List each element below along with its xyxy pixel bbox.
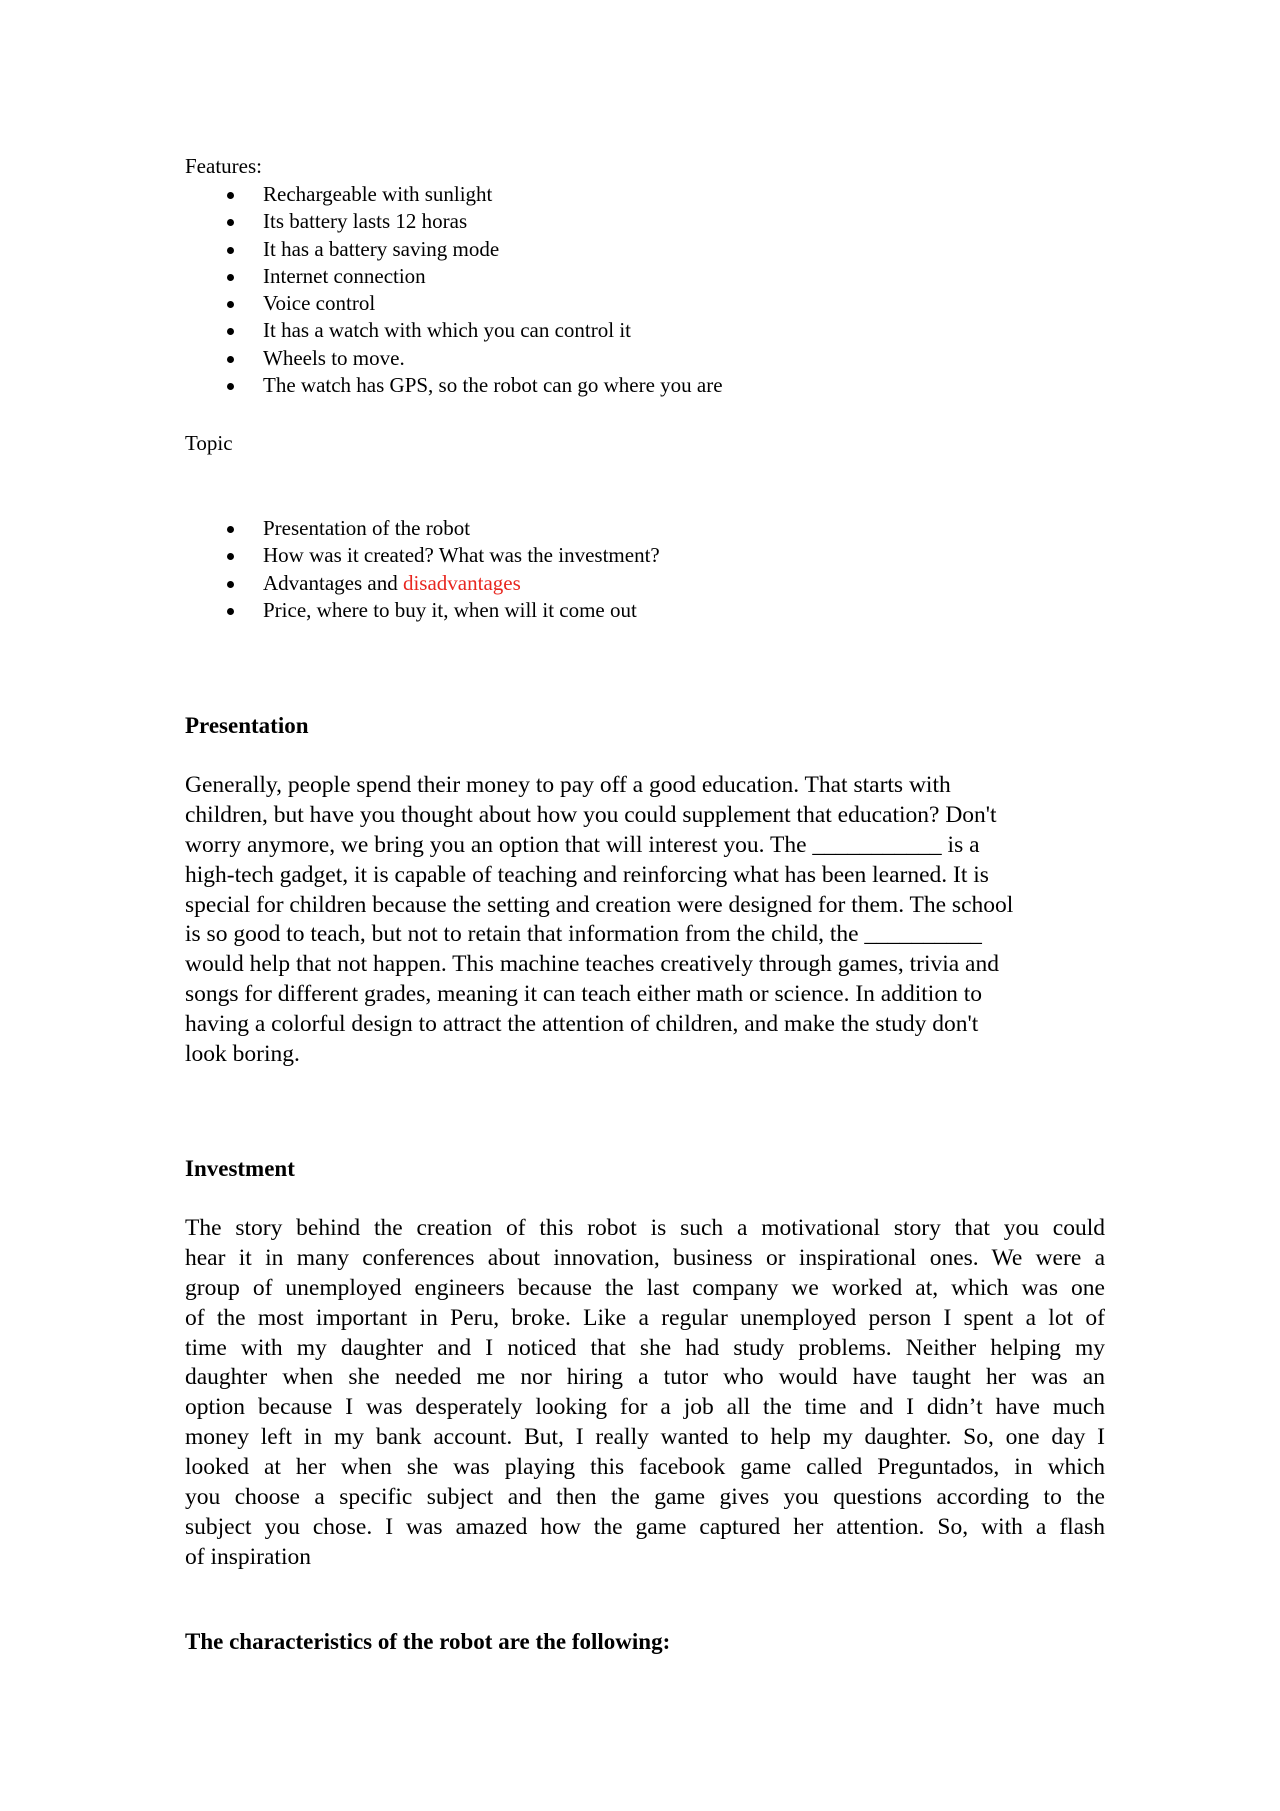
bullet-icon <box>227 581 234 588</box>
bullet-icon <box>227 553 234 560</box>
features-list <box>185 181 723 399</box>
text-line: hear it in many conferences about innovation, business or inspirational ones. We were a <box>185 1244 1105 1271</box>
list-item: The watch has GPS, so the robot can go where you are <box>185 372 723 399</box>
highlighted-text: disadvantages <box>402 570 521 595</box>
section-heading-presentation: Presentation <box>185 713 309 738</box>
section-heading-investment: Investment <box>185 1156 295 1181</box>
list-item: Wheels to move. <box>185 345 723 372</box>
bullet-icon <box>227 328 234 335</box>
text-line: is so good to teach, but not to retain that information from the child, the __________ <box>185 921 982 948</box>
text-line: looked at her when she was playing this facebook game called Preguntados, in which <box>185 1454 1105 1481</box>
bullet-icon <box>227 526 234 533</box>
list-item: Its battery lasts 12 horas <box>185 208 723 235</box>
text-line: Generally, people spend their money to pay off a good education. That starts with <box>185 772 951 798</box>
presentation-paragraph <box>185 771 1105 1070</box>
list-item: Internet connection <box>185 263 723 290</box>
list-item: Rechargeable with sunlight <box>185 181 723 208</box>
bullet-icon <box>227 274 234 281</box>
bullet-icon <box>227 192 234 199</box>
text-line: group of unemployed engineers because the last company we worked at, which was one <box>185 1274 1105 1301</box>
bullet-icon <box>227 301 234 308</box>
section-heading-characteristics: The characteristics of the robot are the following: <box>185 1629 671 1654</box>
text-line: you choose a specific subject and then the game gives you questions according to the <box>185 1484 1105 1511</box>
bullet-icon <box>227 608 234 615</box>
text-line: would help that not happen. This machine teaches creatively through games, trivia and <box>185 951 999 978</box>
text-line: option because I was desperately looking for a job all the time and I didn’t have much <box>185 1394 1105 1421</box>
list-item: Price, where to buy it, when will it come out <box>185 597 660 624</box>
topic-list <box>185 515 660 624</box>
bullet-icon <box>227 219 234 226</box>
text-line: daughter when she needed me nor hiring a tutor who would have taught her was an <box>185 1364 1105 1391</box>
text-line: money left in my bank account. But, I really wanted to help my daughter. So, one day I <box>185 1424 1105 1451</box>
text-line: songs for different grades, meaning it can teach either math or science. In addition to <box>185 981 982 1008</box>
bullet-icon <box>227 247 234 254</box>
list-item: Presentation of the robot <box>185 515 660 542</box>
list-item: It has a battery saving mode <box>185 236 723 263</box>
list-item: How was it created? What was the investment? <box>185 542 660 569</box>
text-line: special for children because the setting and creation were designed for them. The school <box>185 891 1014 918</box>
bullet-icon <box>227 383 234 390</box>
text-line: worry anymore, we bring you an option that will interest you. The ___________ is a <box>185 831 980 858</box>
list-item: It has a watch with which you can control it <box>185 317 723 344</box>
topic-label: Topic <box>185 431 233 455</box>
features-label: Features: <box>185 154 262 178</box>
text-line: having a colorful design to attract the attention of children, and make the study don't <box>185 1011 979 1038</box>
text-line: look boring. <box>185 1041 300 1068</box>
list-item: Voice control <box>185 290 723 317</box>
list-item: Advantages and disadvantages <box>185 570 660 597</box>
investment-paragraph <box>185 1214 1105 1573</box>
text-line: children, but have you thought about how you could supplement that education? Don't <box>185 801 997 828</box>
text-line: of inspiration <box>185 1543 311 1570</box>
bullet-icon <box>227 356 234 363</box>
text-line: time with my daughter and I noticed that she had study problems. Neither helping my <box>185 1334 1105 1361</box>
text-line: The story behind the creation of this robot is such a motivational story that you could <box>185 1215 1105 1241</box>
text-line: subject you chose. I was amazed how the game captured her attention. So, with a flash <box>185 1513 1105 1540</box>
text-line: high-tech gadget, it is capable of teaching and reinforcing what has been learned. It is <box>185 861 989 888</box>
text-line: of the most important in Peru, broke. Like a regular unemployed person I spent a lot of <box>185 1304 1105 1331</box>
